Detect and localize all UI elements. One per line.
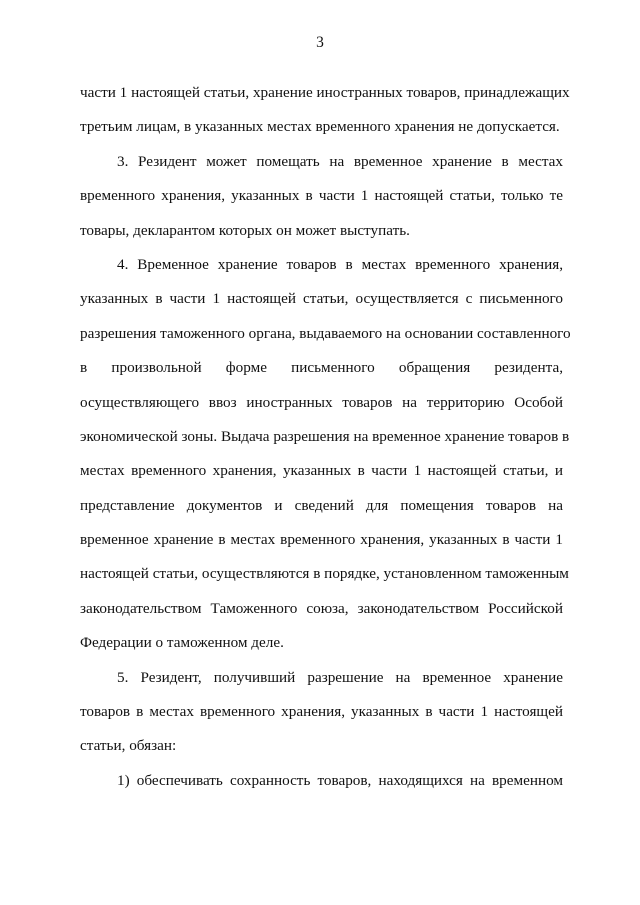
document-body [80, 76, 571, 798]
text-line: товары, декларантом которых он может выступать. [80, 221, 410, 239]
text-line: осуществляющего ввоз иностранных товаров на территорию Особой [80, 393, 563, 411]
text-line: части 1 настоящей статьи, хранение иностранных товаров, принадлежащих [80, 84, 570, 101]
text-line: товаров в местах временного хранения, указанных в части 1 настоящей [80, 703, 563, 721]
paragraph-3 [80, 145, 563, 248]
text-line: 5. Резидент, получивший разрешение на временное хранение [117, 668, 563, 686]
text-line: третьим лицам, в указанных местах временного хранения не допускается. [80, 118, 560, 136]
text-line: в произвольной форме письменного обращения резидента, [80, 359, 563, 377]
text-line: указанных в части 1 настоящей статьи, осуществляется с письменного [80, 290, 563, 308]
text-line: временное хранение в местах временного хранения, указанных в части 1 [80, 531, 563, 549]
text-line: Федерации о таможенном деле. [80, 634, 284, 652]
paragraph-continuation [80, 76, 570, 145]
paragraph-5 [80, 661, 563, 764]
text-line: 1) обеспечивать сохранность товаров, находящихся на временном [117, 771, 563, 789]
text-line: 3. Резидент может помещать на временное хранение в местах [117, 152, 563, 170]
paragraph-4 [80, 248, 571, 661]
text-line: экономической зоны. Выдача разрешения на временное хранение товаров в [80, 427, 570, 445]
text-line: временного хранения, указанных в части 1 настоящей статьи, только те [80, 187, 563, 205]
text-line: местах временного хранения, указанных в части 1 настоящей статьи, и [80, 462, 563, 480]
paragraph-5-item-1 [80, 764, 563, 798]
text-line: представление документов и сведений для помещения товаров на [80, 496, 563, 514]
page-number: 3 [316, 34, 324, 51]
text-line: статьи, обязан: [80, 737, 177, 755]
text-line: настоящей статьи, осуществляются в порядке, установленном таможенным [80, 565, 569, 583]
text-line: разрешения таможенного органа, выдаваемого на основании составленного [80, 324, 571, 342]
text-line: 4. Временное хранение товаров в местах временного хранения, [117, 255, 563, 273]
text-line: законодательством Таможенного союза, законодательством Российской [80, 599, 563, 617]
